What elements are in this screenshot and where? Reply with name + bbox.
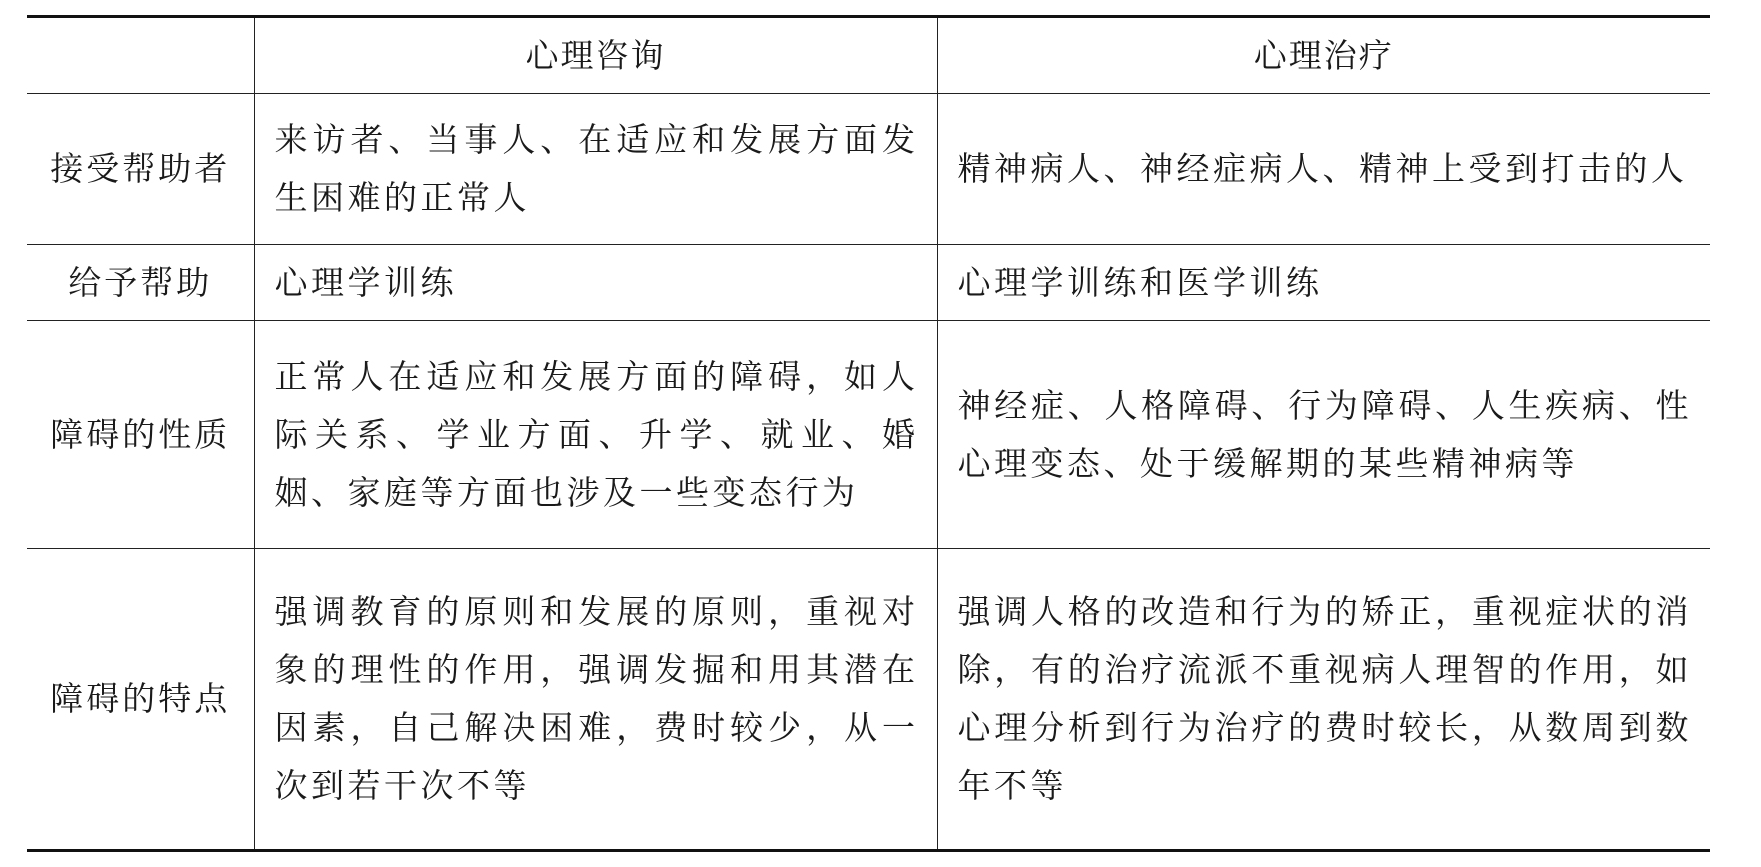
cell-recipient-counseling: 来访者、当事人、在适应和发展方面发生困难的正常人	[254, 94, 937, 245]
cell-features-counseling: 强调教育的原则和发展的原则，重视对象的理性的作用，强调发掘和用其潜在因素，自己解决困难，费时较少，从一次到若干次不等	[254, 549, 937, 851]
header-corner-cell	[27, 17, 254, 94]
cell-recipient-therapy: 精神病人、神经症病人、精神上受到打击的人	[937, 94, 1710, 245]
table-row-features	[27, 549, 1710, 851]
cell-nature-counseling: 正常人在适应和发展方面的障碍，如人际关系、学业方面、升学、就业、婚姻、家庭等方面也涉及一些变态行为	[254, 321, 937, 549]
table-header-row	[27, 17, 1710, 94]
cell-provider-therapy: 心理学训练和医学训练	[937, 245, 1710, 321]
cell-provider-counseling: 心理学训练	[254, 245, 937, 321]
comparison-table	[27, 15, 1710, 852]
comparison-table-container	[27, 15, 1710, 852]
table-row-recipient	[27, 94, 1710, 245]
cell-nature-therapy: 神经症、人格障碍、行为障碍、人生疾病、性心理变态、处于缓解期的某些精神病等	[937, 321, 1710, 549]
row-label-provider: 给予帮助	[27, 245, 254, 321]
cell-features-therapy: 强调人格的改造和行为的矫正，重视症状的消除，有的治疗流派不重视病人理智的作用，如心理分析到行为治疗的费时较长，从数周到数年不等	[937, 549, 1710, 851]
header-counseling: 心理咨询	[254, 17, 937, 94]
header-therapy: 心理治疗	[937, 17, 1710, 94]
row-label-recipient: 接受帮助者	[27, 94, 254, 245]
row-label-features: 障碍的特点	[27, 549, 254, 851]
row-label-nature: 障碍的性质	[27, 321, 254, 549]
table-row-nature	[27, 321, 1710, 549]
table-row-provider	[27, 245, 1710, 321]
